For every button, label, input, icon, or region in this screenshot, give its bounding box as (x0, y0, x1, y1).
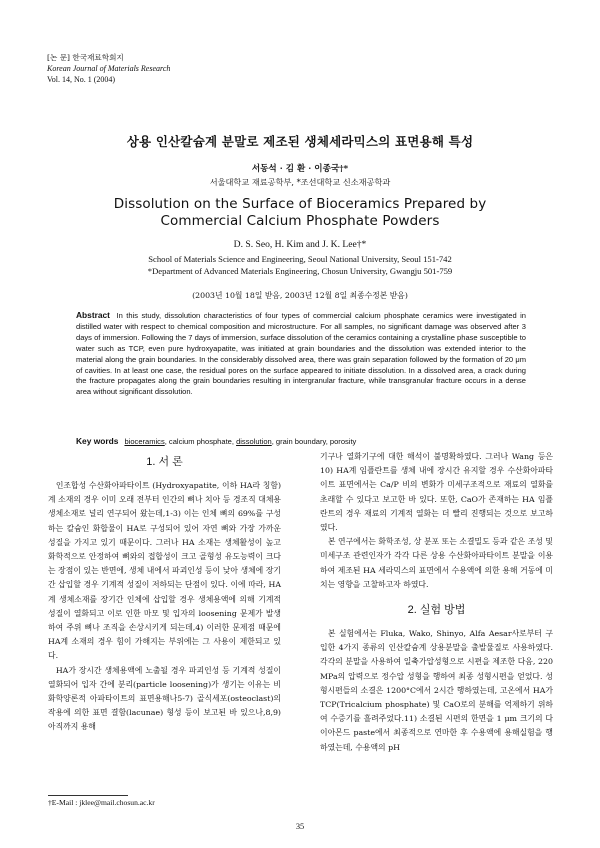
title-english-line1: Dissolution on the Surface of Bioceramics Prepared by (113, 196, 487, 212)
keywords (76, 436, 356, 446)
journal-category: [논 문] 한국재료학회지 (47, 53, 124, 62)
affiliation-english (0, 254, 600, 277)
abstract-text: In this study, dissolution characteristics of four types of commercial calcium phosphate ceramics were investigated in distilled water with respect to chemical composition and microstructure. For all samples, no significant damage was observed after 3 days of immersion. Following the 7 days of immersion, surface dissolution of the ceramics containing a crystalline phase susceptible to water such as TCP, even pure hydroxyapatite, was initiated at grain boundaries and the dissolution was extended interior to the material along the grain boundaries. In the considerably dissolved area, there was grain separation followed by the formation of 20 μm of cavities. In at least one case, the residual pores on the surface appeared to initiate dissolution. In a dissolved area, a crack during the fracture propagates along the grain boundaries resulting in intergranular fracture, while transgranular fracture occurs in a dense area without significant dissolution. (76, 311, 526, 397)
keyword-bioceramics: bioceramics (124, 437, 165, 446)
right-column (320, 450, 553, 755)
title-english-line2: Commercial Calcium Phosphate Powders (160, 213, 440, 229)
authors-korean: 서동석 · 김 환 · 이종국†* (251, 164, 349, 174)
footnote-rule (48, 795, 128, 796)
keywords-end: , grain boundary, porosity (271, 437, 357, 446)
received-dates: (2003년 10월 18일 받음, 2003년 12월 8일 최종수정본 받음) (192, 291, 408, 300)
section-introduction-title: 1. 서 론 (146, 456, 183, 468)
intro-paragraph-4: 본 연구에서는 화학조성, 상 분포 또는 소결밀도 등과 같은 조성 및 미세구조 관련인자가 각각 다른 상용 수산화아파타이트 분말을 이용하여 제조된 HA 세라믹스의 표면에서 수용액에 의한 용해 거동에 미치는 영향을 고찰하고자 하였다. (320, 537, 553, 589)
keywords-mid: , calcium phosphate, (164, 437, 237, 446)
intro-paragraph-1: 인조합성 수산화아파타이트 (Hydroxyapatite, 이하 HA라 칭함)계 소재의 경우 이미 오래 전부터 인간의 뼈나 치아 등 경조직 대체용 생체소재로 널리 연구되어 왔는데,1-3) 이는 인체 뼈의 69%를 구성하는 칼슘인 화합물이 HA로 구성되어 있어 자연 뼈와 가장 가까운 성질을 가지고 있기 때문이다. 그러나 HA 소재는 생체활성이 높고 화학적으로 안정하여 뼈와의 접합성이 크고 골형성 유도능력이 크다는 장점이 있는 반면에, 생체 내에서 파괴인성 등이 낮아 생체에 장기간 삽입할 경우 기계적 성질이 저하되는 단점이 있다. 이에 따라, HA계 생체소재를 장기간 인체에 삽입할 경우 생체용액에 의해 기계적 성질이 열화되고 이로 인한 마모 및 입자의 loosening 문제가 발생하여 주위 뼈나 조직을 손상시키게 되는데,4) 이러한 문제점 때문에 HA계 소재의 경우 힘이 가해지는 부위에는 그 사용이 제한되고 있다. (48, 481, 281, 661)
title-korean: 상용 인산칼슘계 분말로 제조된 생체세라믹스의 표면용해 특성 (126, 134, 474, 149)
intro-paragraph-2: HA가 장시간 생체용액에 노출될 경우 파괴인성 등 기계적 성질이 열화되어 입자 간에 분리(particle loosening)가 생기는 이유는 비화학양론적 아파타이트의 표면용해나5-7) 골식세포(osteoclast)의 작용에 의한 표면 결함(lacunae) 형성 등이 보고된 바 있으나,8,9) 아직까지 용해 (48, 665, 281, 732)
affiliation-english-1: School of Materials Science and Engineering, Seoul National University, Seoul 151-742 (148, 254, 452, 264)
journal-volume: Vol. 14, No. 1 (2004) (47, 75, 116, 84)
section-methods-title: 2. 실험 방법 (407, 604, 466, 617)
keywords-label: Key words (76, 436, 119, 446)
methods-paragraph-1: 본 실험에서는 Fluka, Wako, Shinyo, Alfa Aesar사로부터 구입한 4가지 종류의 인산칼슘계 상용분말을 출발물질로 사용하였다. 각각의 분말을 사용하여 일축가압성형으로 시편을 제조한 다음, 220 MPa의 압력으로 정수압 성형을 행하여 최종 성형시편을 얻었다. 성형시편들의 소결은 1200°C에서 2시간 행하였는데, 고온에서 HA가 TCP(Tricalcium phosphate) 및 CaO로의 분해를 억제하기 위하여 수증기를 흘려주었다.11) 소결된 시편의 한면을 1 μm 크기의 다이아몬드 paste에서 최종적으로 연마한 후 수용액에 용해실험을 행하였는데, 수용액의 pH (320, 629, 553, 752)
authors-english: D. S. Seo, H. Kim and J. K. Lee†* (233, 239, 367, 250)
abstract-label: Abstract (76, 310, 110, 320)
footnote-email: †E-Mail : jklee@mail.chosun.ac.kr (48, 798, 155, 807)
abstract (76, 310, 526, 398)
left-column (48, 450, 281, 735)
journal-name: Korean Journal of Materials Research (47, 64, 171, 73)
intro-paragraph-3: 기구나 열화기구에 대한 해석이 불명확하였다. 그러나 Wang 등은10) HA계 임플란트를 생체 내에 장시간 유지할 경우 수산화아파타이트 표면에서는 Ca/P 비의 변화가 미세구조적으로 재료의 열화를 초래할 수 있다고 보고한 바 있다. 또한, CaO가 존재하는 HA 임플란트의 경우 재료의 기계적 열화는 더 빨리 진행되는 것으로 보고하였다. (320, 452, 553, 533)
journal-header (47, 52, 170, 85)
page-number: 35 (295, 822, 305, 831)
keyword-dissolution: dissolution (236, 437, 272, 446)
title-english (0, 196, 600, 230)
affiliation-english-2: *Department of Advanced Materials Engineering, Chosun University, Gwangju 501-759 (147, 265, 453, 276)
affiliation-korean: 서울대학교 재료공학부, *조선대학교 신소재공학과 (209, 177, 391, 187)
